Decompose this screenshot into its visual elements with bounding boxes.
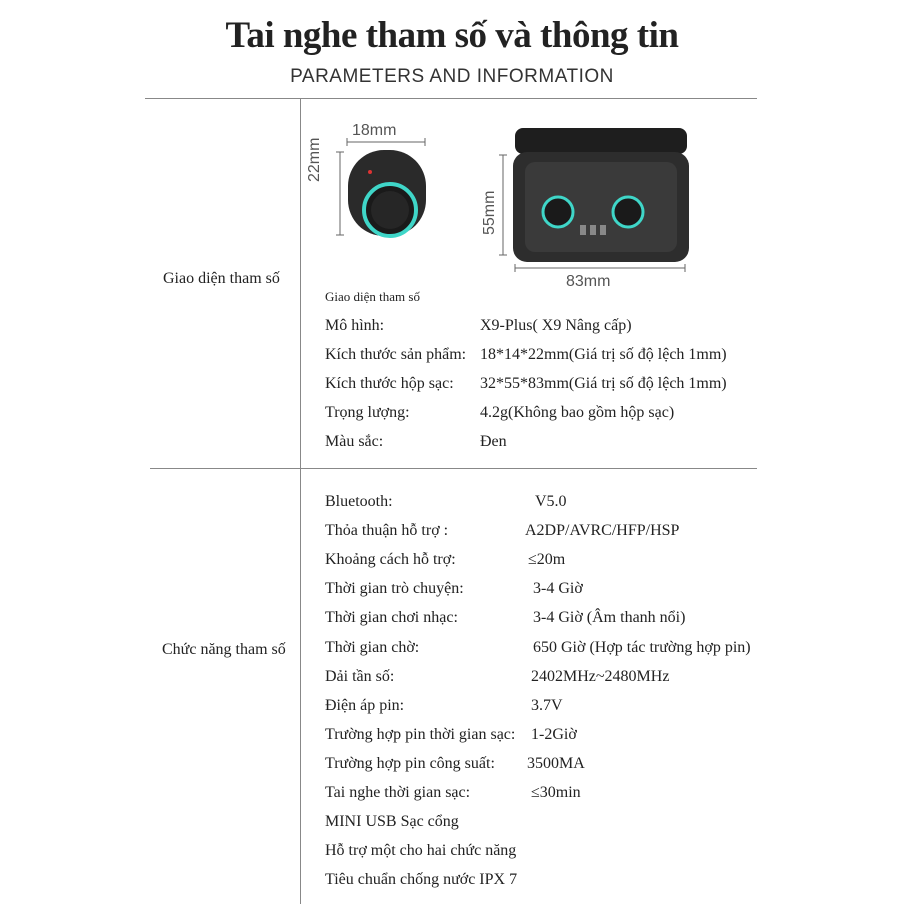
spec-label: Trường hợp pin công suất: xyxy=(325,754,495,772)
earbud-height-label: 22mm xyxy=(306,137,323,182)
spec-label: Bluetooth: xyxy=(325,493,393,510)
spec-value: 3-4 Giờ xyxy=(533,580,583,598)
spec-value: ≤30min xyxy=(531,784,581,801)
spec-value: 650 Giờ (Hợp tác trường hợp pin) xyxy=(533,638,751,656)
spec-label: Trường hợp pin thời gian sạc: xyxy=(325,725,516,743)
spec-label: Kích thước hộp sạc: xyxy=(325,375,454,392)
spec-value: 3-4 Giờ (Âm thanh nổi) xyxy=(533,609,686,627)
spec-value: 32*55*83mm(Giá trị số độ lệch 1mm) xyxy=(480,375,727,392)
spec-value: 2402MHz~2480MHz xyxy=(531,667,670,685)
spec-value: ≤20m xyxy=(528,551,566,569)
divider-top xyxy=(145,98,757,99)
spec-value: X9-Plus( X9 Nâng cấp) xyxy=(480,317,632,334)
spec-label: Điện áp pin: xyxy=(325,696,405,714)
spec-value: 18*14*22mm(Giá trị số độ lệch 1mm) xyxy=(480,346,727,363)
divider-middle xyxy=(150,468,757,469)
section-label-function: Chức năng tham số xyxy=(162,641,286,658)
section-label-interface: Giao diện tham số xyxy=(163,270,280,287)
spec-value: 4.2g(Không bao gồm hộp sạc) xyxy=(480,404,675,421)
spec-value: Đen xyxy=(480,433,507,450)
spec-value: 3500MA xyxy=(527,754,585,772)
spec-label: Tiêu chuẩn chống nước IPX 7 xyxy=(325,871,518,889)
spec-label: Khoảng cách hỗ trợ: xyxy=(325,551,456,569)
image-caption: Giao diện tham số xyxy=(325,289,420,304)
spec-label: Màu sắc: xyxy=(325,433,384,450)
spec-label: Dải tần số: xyxy=(325,667,395,685)
spec-value: A2DP/AVRC/HFP/HSP xyxy=(525,522,680,540)
spec-label: Hỗ trợ một cho hai chức năng xyxy=(325,842,517,860)
charging-case-image xyxy=(513,128,689,262)
spec-value: 1-2Giờ xyxy=(531,725,577,743)
spec-label: Kích thước sản phẩm: xyxy=(325,346,467,363)
spec-label: Tai nghe thời gian sạc: xyxy=(325,784,471,801)
earbud-image xyxy=(348,150,426,236)
spec-value: V5.0 xyxy=(535,493,567,510)
spec-label: Thời gian chờ: xyxy=(325,638,420,656)
spec-label: Thỏa thuận hỗ trợ : xyxy=(325,522,449,540)
spec-label: Trọng lượng: xyxy=(325,404,410,421)
page-title: Tai nghe tham số và thông tin xyxy=(225,15,679,56)
spec-value: 3.7V xyxy=(531,696,563,714)
spec-label: Thời gian trò chuyện: xyxy=(325,580,464,598)
spec-label: Thời gian chơi nhạc: xyxy=(325,609,458,627)
earbud-width-label: 18mm xyxy=(352,122,397,139)
spec-label: Mô hình: xyxy=(325,317,385,334)
spec-label: MINI USB Sạc cổng xyxy=(325,813,459,831)
case-height-label: 55mm xyxy=(481,190,498,235)
case-width-label: 83mm xyxy=(566,273,611,290)
page-subtitle: PARAMETERS AND INFORMATION xyxy=(290,66,614,87)
